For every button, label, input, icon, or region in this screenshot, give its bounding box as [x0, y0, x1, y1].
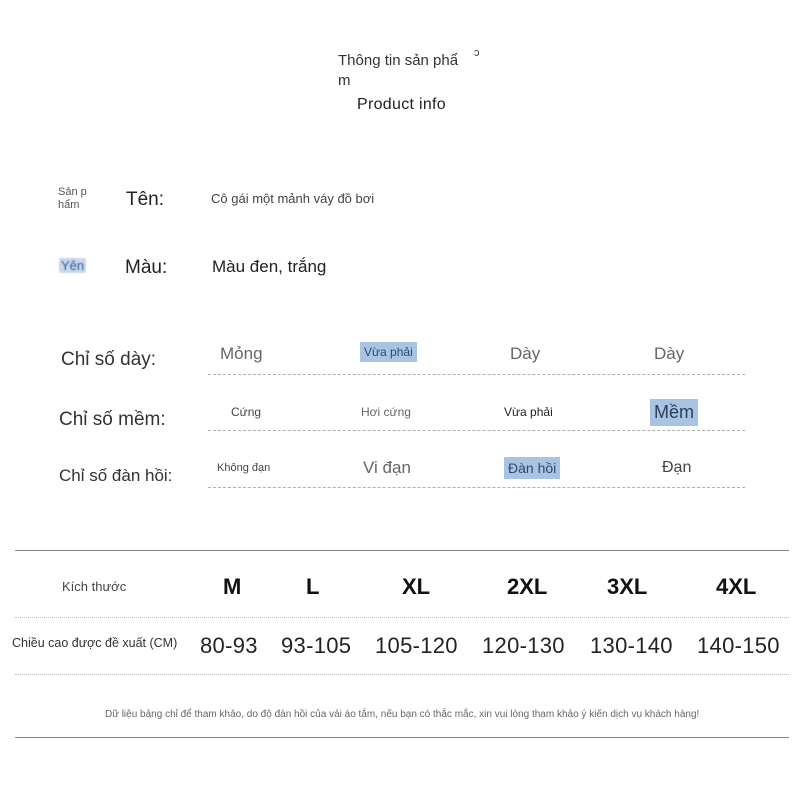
height-l: 93-105 — [281, 633, 352, 658]
elasticity-option-elastic-selected: Đàn hồi — [504, 457, 560, 479]
size-l: L — [306, 574, 320, 599]
thickness-option-medium-selected: Vừa phải — [360, 342, 417, 362]
height-m: 80-93 — [200, 633, 258, 658]
name-value: Cô gái một mảnh váy đồ bơi — [211, 191, 375, 206]
elasticity-option-micro: Vi đạn — [363, 458, 411, 477]
height-xl: 105-120 — [375, 633, 458, 658]
height-4xl: 140-150 — [697, 633, 780, 658]
footnote: Dữ liệu bảng chỉ để tham khảo, do độ đàn hồi của vải áo tắm, nếu bạn có thắc mắc, xin vui lòng tham khảo ý kiến dịch vụ khách hàng! — [105, 709, 700, 720]
thickness-option-thin: Mỏng — [220, 344, 263, 363]
size-header-label: Kích thước — [62, 579, 127, 594]
height-row-label: Chiều cao được đề xuất (CM) — [12, 636, 178, 650]
size-4xl: 4XL — [716, 574, 757, 599]
elasticity-option-none: Không đạn — [217, 462, 271, 474]
elasticity-label: Chỉ số đàn hồi: — [59, 466, 173, 485]
color-label: Màu: — [125, 257, 168, 278]
title-mark: ↄ — [474, 47, 480, 59]
softness-option-slightly-hard: Hơi cứng — [361, 405, 411, 419]
name-side-label-line1: Sản p — [58, 186, 87, 198]
size-3xl: 3XL — [607, 574, 648, 599]
title-en: Product info — [357, 96, 446, 113]
softness-option-soft-selected: Mềm — [650, 399, 698, 426]
height-3xl: 130-140 — [590, 633, 673, 658]
elasticity-divider — [208, 487, 745, 488]
name-side-label-line2: hẩm — [58, 199, 80, 211]
thickness-label: Chỉ số dày: — [61, 349, 157, 370]
softness-divider — [208, 430, 745, 431]
name-label: Tên: — [126, 189, 165, 210]
color-side-label: Yên — [61, 258, 85, 273]
size-xl: XL — [402, 574, 431, 599]
thickness-option-thick-2: Dày — [654, 344, 685, 363]
softness-option-hard: Cứng — [231, 405, 262, 419]
size-m: M — [223, 574, 242, 599]
table-mid-rule — [15, 617, 789, 618]
table-bottom-rule — [15, 737, 789, 738]
table-lower-rule — [15, 674, 789, 675]
thickness-option-thick: Dày — [510, 344, 541, 363]
title-vn-line1: Thông tin sản phẩ — [338, 52, 459, 69]
softness-label: Chỉ số mềm: — [59, 409, 166, 430]
title-vn-line2: m — [338, 72, 351, 89]
size-2xl: 2XL — [507, 574, 548, 599]
softness-option-medium: Vừa phải — [504, 405, 553, 419]
height-2xl: 120-130 — [482, 633, 565, 658]
thickness-divider — [208, 374, 745, 375]
name-side-label — [58, 186, 87, 212]
table-top-rule — [15, 550, 789, 551]
elasticity-option-high: Đạn — [662, 459, 692, 476]
color-value: Màu đen, trắng — [212, 257, 327, 276]
